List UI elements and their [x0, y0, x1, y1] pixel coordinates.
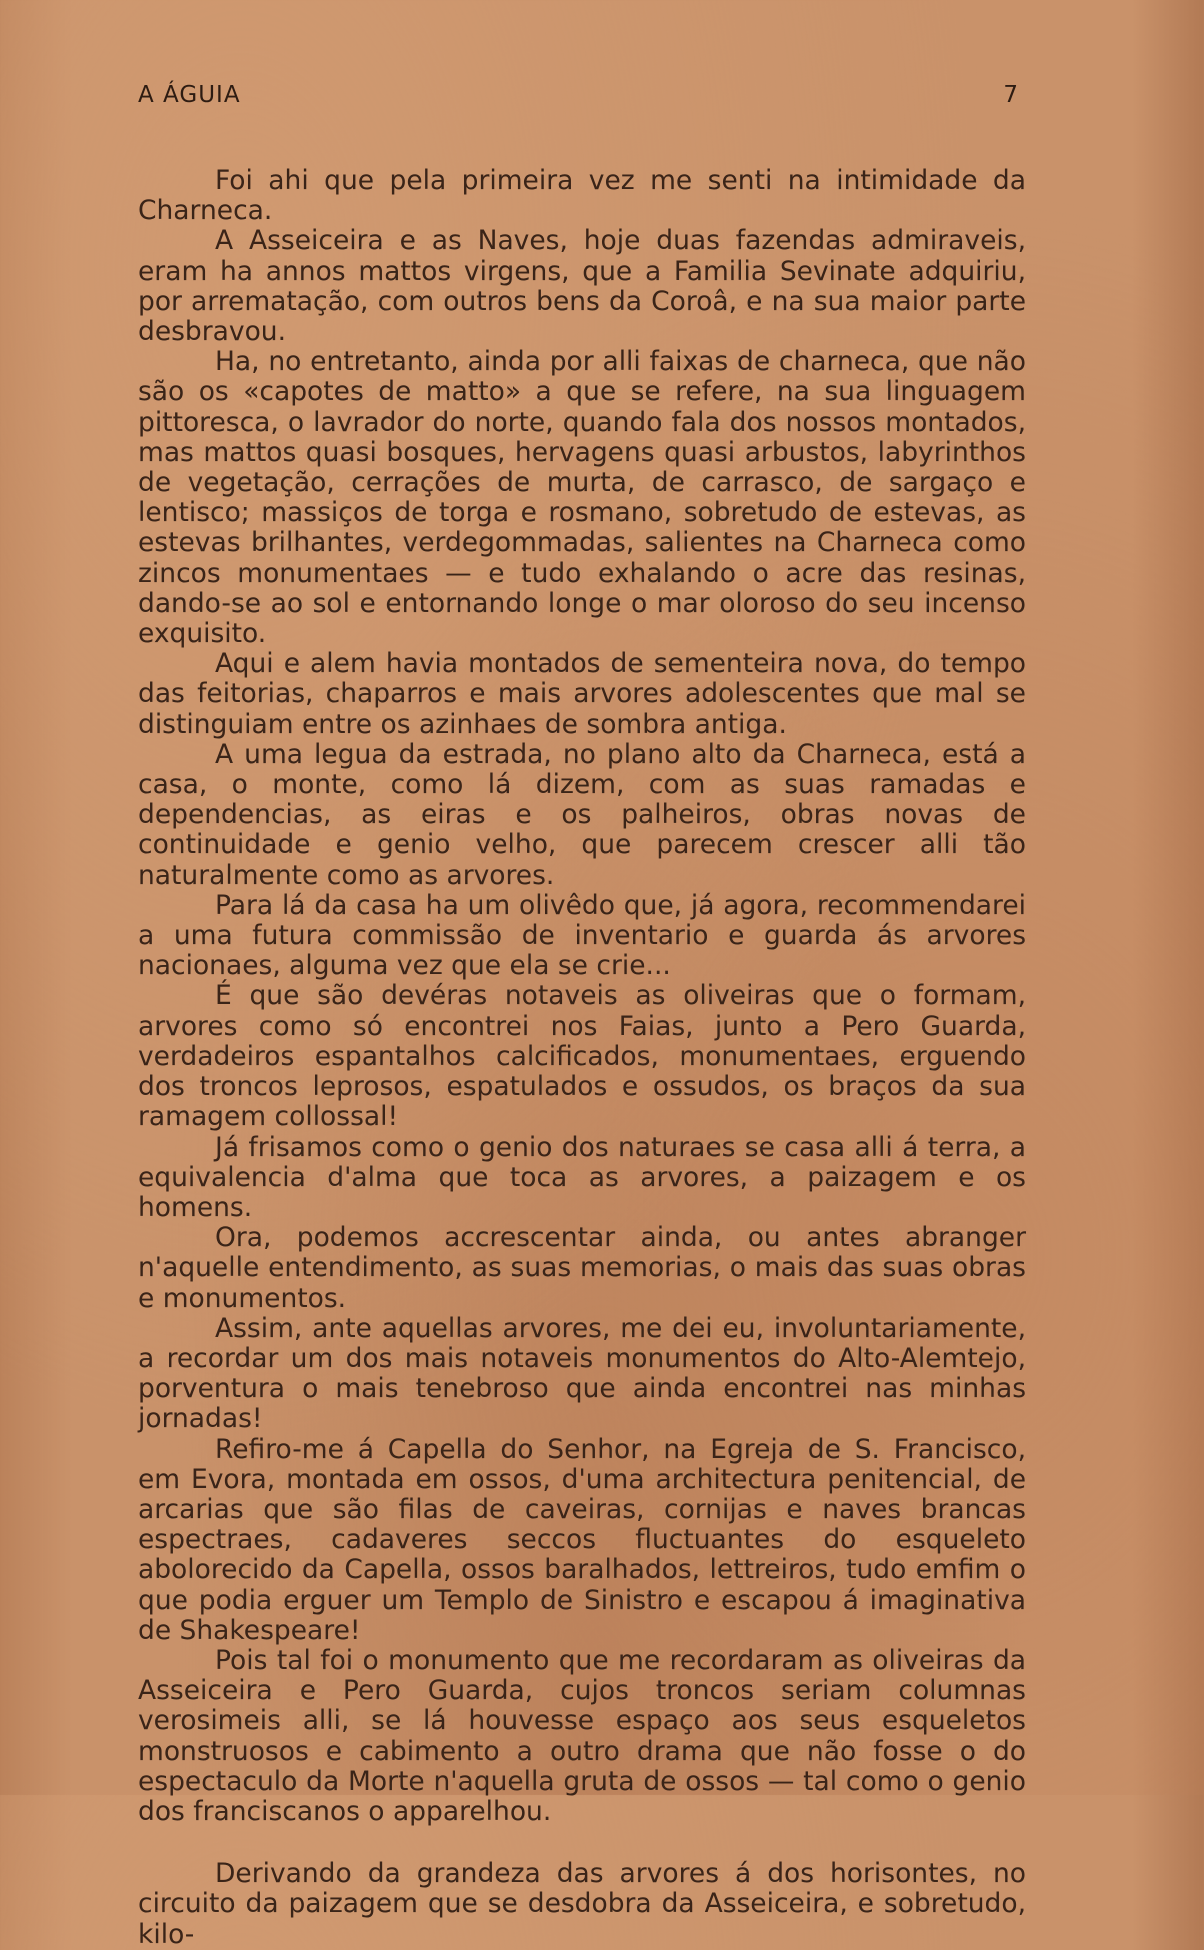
paragraph: Foi ahi que pela primeira vez me senti na intimidade da Charneca. — [138, 165, 1026, 227]
paragraph: Ha, no entretanto, ainda por alli faixas de charneca, que não são os «capotes de matto» a que se refere, na sua linguagem pittoresca, o lavrador do norte, quando fala dos nossos montados, mas mattos quasi bosques, hervagens quasi arbustos, labyrinthos de vegetação, cerrações de murta, de carrasco, de sargaço e lentisco; massiços de torga e rosmano, sobretudo de estevas, as estevas brilhantes, verdegommadas, salientes na Charneca como zincos monumentaes — e tudo exhalando o acre das resinas, dando-se ao sol e entornando longe o mar oloroso do seu incenso exquisito. — [138, 346, 1026, 650]
paragraph: Para lá da casa ha um olivêdo que, já agora, recommendarei a uma futura commissão de inventario e guarda ás arvores nacionaes, alguma vez que ela se crie... — [138, 889, 1026, 982]
paragraph: Refiro-me á Capella do Senhor, na Egreja de S. Francisco, em Evora, montada em ossos, d'uma architectura penitencial, de arcarias que são filas de caveiras, cornijas e naves brancas espectraes, cadaveres seccos fluctuantes do esqueleto abolorecido da Capella, ossos baralhados, lettreiros, tudo emfim o que podia erguer um Templo de Sinistro e escapou á imaginativa de Shakespeare! — [138, 1433, 1026, 1646]
paragraph: Aqui e alem havia montados de sementeira nova, do tempo das feitorias, chaparros e mais arvores adolescentes que mal se distinguiam entre os azinhaes de sombra antiga. — [138, 648, 1026, 740]
paragraph: Pois tal foi o monumento que me recordaram as oliveiras da Asseiceira e Pero Guarda, cujos troncos seriam columnas verosimeis alli, se lá houvesse espaço aos seus esqueletos monstruosos e cabimento a outro drama que não fosse o do espectaculo da Morte n'aquella gruta de ossos — tal como o genio dos franciscanos o apparelhou. — [138, 1644, 1026, 1827]
paragraph: Assim, ante aquellas arvores, me dei eu, involuntariamente, a recordar um dos mais notaveis monumentos do Alto-Alemtejo, porventura o mais tenebroso que ainda encontrei nas minhas jornadas! — [138, 1312, 1026, 1435]
paragraph: A uma legua da estrada, no plano alto da Charneca, está a casa, o monte, como lá dizem, com as suas ramadas e dependencias, as eiras e os palheiros, obras novas de continuidade e genio velho, que parecem crescer alli tão naturalmente como as arvores. — [138, 738, 1026, 891]
paragraph: É que são devéras notaveis as oliveiras que o formam, arvores como só encontrei nos Faias, junto a Pero Guarda, verdadeiros espantalhos calcificados, monumentaes, erguendo dos troncos leprosos, espatulados e ossudos, os braços da sua ramagem collossal! — [138, 980, 1026, 1133]
paragraph: A Asseiceira e as Naves, hoje duas fazendas admiraveis, eram ha annos mattos virgens, que a Familia Sevinate adquiriu, por arrematação, com outros bens da Coroâ, e na sua maior parte desbravou. — [138, 225, 1026, 348]
page-number: 7 — [1003, 82, 1018, 108]
running-title: A ÁGUIA — [138, 82, 241, 108]
section-gap — [138, 1827, 1026, 1859]
final-paragraph: Derivando da grandeza das arvores á dos horisontes, no circuito da paizagem que se desdobra da Asseiceira, e sobretudo, kilo- — [138, 1858, 1026, 1950]
running-head — [138, 82, 1018, 122]
body-text — [138, 166, 1026, 1950]
paragraph: Ora, podemos accrescentar ainda, ou antes abranger n'aquelle entendimento, as suas memorias, o mais das suas obras e monumentos. — [138, 1222, 1026, 1314]
paragraph: Já frisamos como o genio dos naturaes se casa alli á terra, a equivalencia d'alma que toca as arvores, a paizagem e os homens. — [138, 1131, 1026, 1223]
